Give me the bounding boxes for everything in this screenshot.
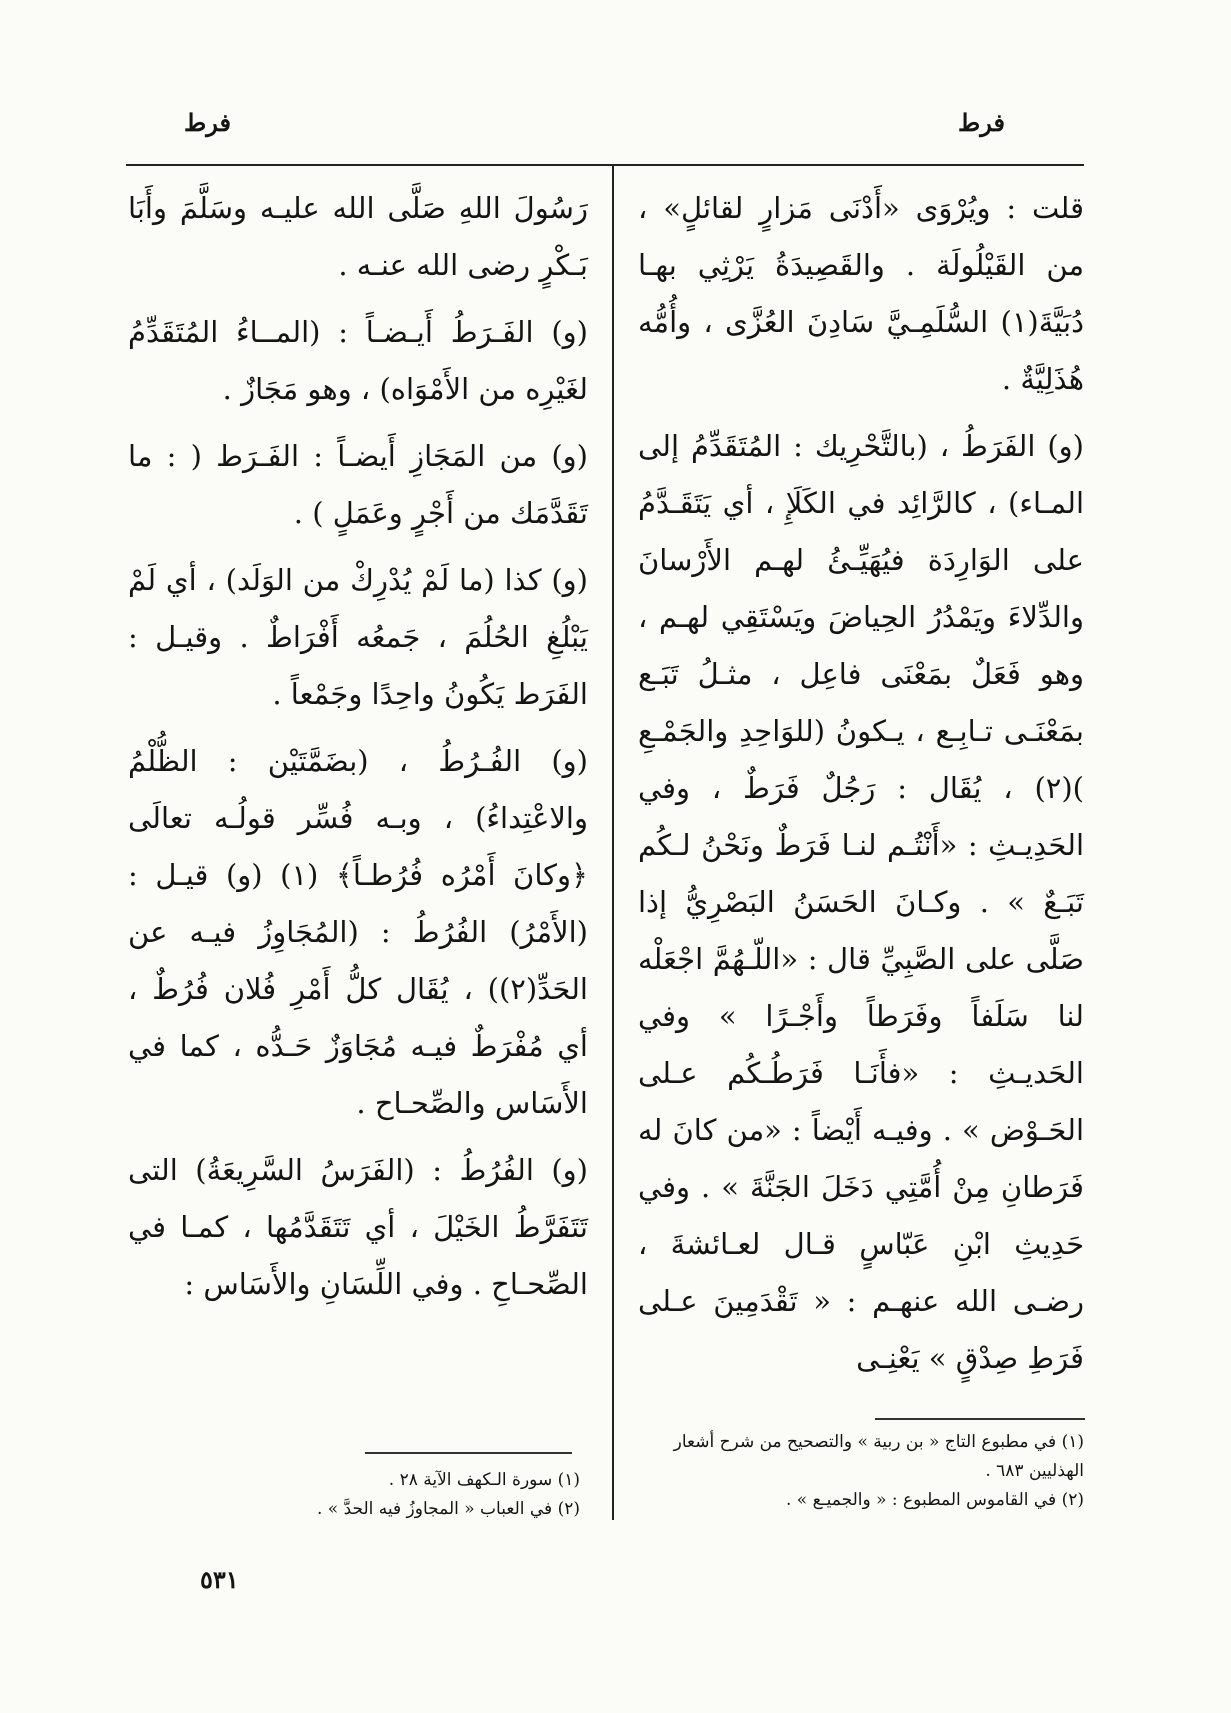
footnote-rule-left	[365, 1452, 572, 1454]
paragraph: (و) الفُرُطُ : (الفَرَسُ السَّرِيعَةُ) التى تَتَفَرَّطُ الخَيْلَ ، أي تَتَقَدَّمُها ، كمـا في الصِّحـاحِ . وفي اللِّسَانِ والأَسَاس :	[128, 1153, 589, 1301]
column-divider	[612, 165, 614, 1520]
running-header-right: فرط	[958, 108, 1005, 137]
right-column	[638, 180, 1084, 1397]
footnote: (٢) في القاموس المطبوع : « والجميـع » .	[786, 1490, 1084, 1510]
footnote: (٢) في العباب « المجاوزُ فيه الحدَّ » .	[316, 1499, 580, 1519]
footnote-rule-right	[875, 1418, 1085, 1420]
paragraph: رَسُولَ اللهِ صَلَّى الله عليـه وسَلَّمَ وأَبَا بَـكْرٍ رضى الله عنـه .	[128, 191, 588, 282]
footnotes-left	[290, 1466, 580, 1524]
left-column	[128, 180, 588, 1323]
paragraph: (و) من المَجَازِ أَيضـاً : الفَـرَط ( : ما تَقَدَّمَك من أَجْرٍ وعَمَلٍ ) .	[128, 439, 588, 530]
paragraph: (و) الفَرَطُ ، (بالتَّحْرِيك : المُتَقَدِّمُ إلى المـاء) ، كالرَّائِد في الكَلَإِ ، أي يَتَقَـدَّمُ على الوَارِدَة فيُهَيِّـئُ لهـم الأَرْسانَ والدِّلاءَ ويَمْدُرُ الحِياضَ ويَسْتَقِي لهـم ، وهو فَعَلٌ بمَعْنَى فاعِل ، مثـلُ تَبَـع بمَعْنَـى تـابِـع ، يـكونُ (للوَاحِدِ والجَمْـعِ )(٢) ، يُقَال : رَجُلٌ فَرَطٌ ، وفي الحَدِيـثِ : «أَنْتُـم لنـا فَرَطٌ ونَحْنُ لـكُم تَبَـعٌ » . وكـانَ الحَسَنُ البَصْرِيُّ إذا صَلَّى على الصَّبِيِّ قال : «اللّـهُمَّ اجْعَلْه لنا سَلَفاً وفَرَطاً وأَجْـرًا » وفي الحَديـثِ : «فأَنَـا فَرَطُـكُم عـلى الحَـوْض » . وفيـه أَيْضاً : «من كانَ له فَرَطانِ مِنْ أُمَّتِي دَخَلَ الجَنَّةَ » . وفي حَدِيثِ ابْنِ عَبّاسٍ قـال لعـائشةَ ، رضـى الله عنهـم : « تَقْدَمِينَ عـلى فَرَطِ صِدْقٍ » يَعْنِـى	[638, 429, 1084, 1375]
paragraph: (و) الفَـرَطُ أَيـضـاً : (المــاءُ المُتَقَدِّمُ لغَيْرِه من الأَمْوَاه) ، وهو مَجَازٌ .	[128, 315, 588, 406]
paragraph: (و) الفُـرُطُ ، (بضَمَّتَيْن : الظُّلْمُ والاعْتِداءُ) ، وبـه فُسِّر قولُـه تعالَى ﴿وكانَ أَمْرُه فُرُطـاً﴾ (١) (و) قيـل : (الأَمْرُ) الفُرُطُ : (المُجَاوِزُ فيـه عن الحَدِّ(٢)) ، يُقَال كلُّ أَمْرِ فُلان فُرُطٌ ، أي مُفْرَطٌ فيـه مُجَاوَزٌ حَـدُّه ، كما في الأَسَاس والصِّحـاح .	[128, 744, 588, 1120]
paragraph: قلت : ويُرْوَى «أَدْنَى مَزارٍ لقائلٍ» ، من القَيْلُولَة . والقَصِيدَةُ يَرْثِي بهـا دُبَيَّةَ(١) السُّلَمِـيَّ سَادِنَ العُزَّى ، وأُمُّه هُذَلِيَّةٌ .	[638, 191, 1084, 396]
footnotes-right	[660, 1428, 1084, 1515]
paragraph: (و) كذا (ما لَمْ يُدْرِكْ من الوَلَد) ، أي لَمْ يَبْلُغِ الحُلُمَ ، جَمعُه أَفْرَاطٌ . وقيـل : الفَرَط يَكُونُ واحِدًا وجَمْعاً .	[128, 563, 588, 711]
footnote: (١) في مطبوع التاج « بن ربية » والتصحيح من شرح أشعار الهذليين ٦٨٣ .	[673, 1432, 1084, 1481]
footnote: (١) سورة الـكهف الآية ٢٨ .	[388, 1470, 580, 1490]
header-rule	[126, 164, 1084, 166]
running-header-left: فرط	[184, 108, 231, 137]
page-number: ٥٣١	[200, 1565, 239, 1594]
